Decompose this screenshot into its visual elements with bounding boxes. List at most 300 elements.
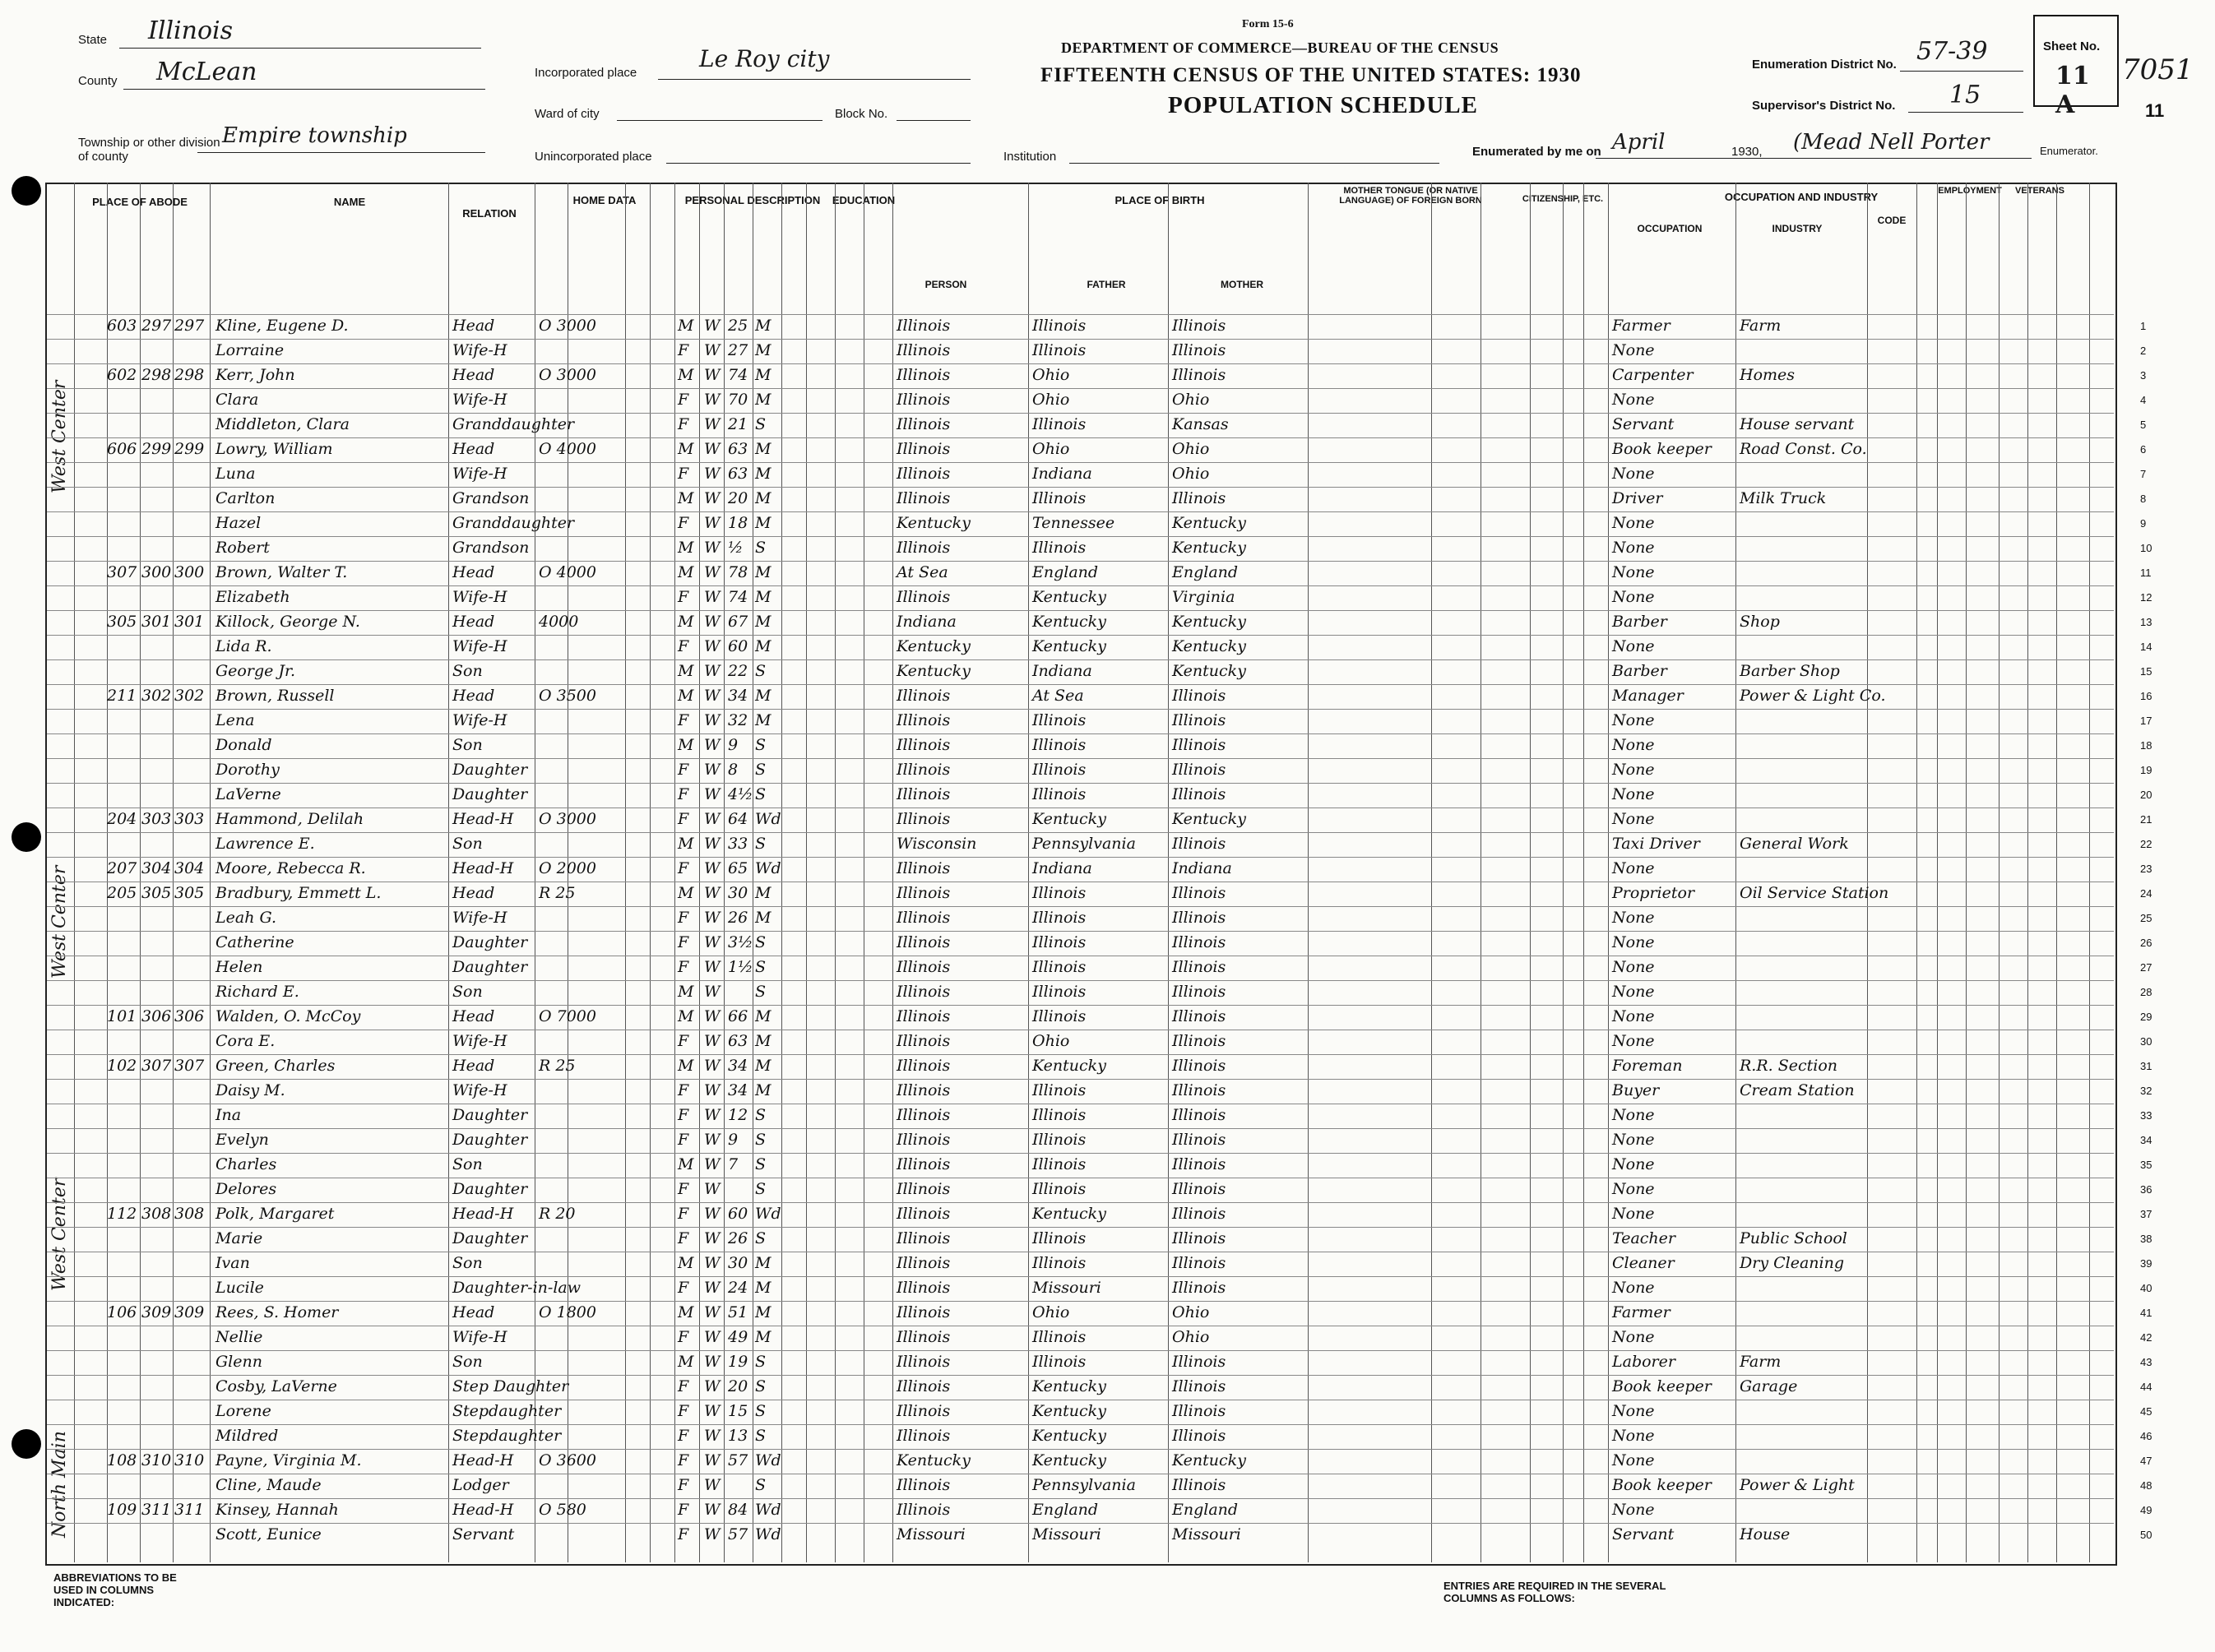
street-north-main: North Main (49, 1431, 70, 1538)
cell-rel: Daughter (452, 958, 528, 976)
cell-mother: Illinois (1172, 1476, 1226, 1494)
cell-race: W (704, 933, 721, 951)
cell-age: 60 (728, 1205, 748, 1223)
row-number: 38 (2140, 1233, 2152, 1245)
cell-age: 21 (728, 415, 748, 433)
cell-rel: Head-H (452, 810, 514, 828)
table-row (47, 857, 2152, 882)
cell-mother: Missouri (1172, 1525, 1241, 1543)
cell-name: Hazel (215, 514, 262, 532)
cell-occ: None (1612, 909, 1655, 927)
cell-sex: M (678, 1007, 694, 1025)
cell-sex: M (678, 1353, 694, 1371)
cell-race: W (704, 539, 721, 557)
cell-race: W (704, 835, 721, 853)
cell-house: 106 (107, 1303, 137, 1321)
cell-mother: Illinois (1172, 933, 1226, 951)
cell-race: W (704, 1501, 721, 1519)
cell-ind: House (1740, 1525, 1791, 1543)
cell-father: Illinois (1032, 711, 1087, 729)
cell-father: Missouri (1032, 1279, 1101, 1297)
cell-home: O 7000 (539, 1007, 596, 1025)
cell-occ: Cleaner (1612, 1254, 1675, 1272)
row-number: 27 (2140, 961, 2152, 974)
sheet-value: 11 A (2055, 62, 2090, 119)
cell-ind: Cream Station (1740, 1081, 1855, 1099)
cell-mother: Illinois (1172, 1377, 1226, 1395)
cell-birth: Illinois (897, 1476, 951, 1494)
row-number: 49 (2140, 1504, 2152, 1516)
cell-name: Kline, Eugene D. (215, 317, 349, 335)
cell-sex: M (678, 613, 694, 631)
cell-age: 9 (728, 736, 739, 754)
cell-race: W (704, 1180, 721, 1198)
cell-birth: Illinois (897, 1427, 951, 1445)
cell-age: 20 (728, 1377, 748, 1395)
cell-name: Delores (215, 1180, 277, 1198)
header-person: PERSON (924, 279, 967, 290)
cell-father: Ohio (1032, 391, 1070, 409)
cell-occ: None (1612, 736, 1655, 754)
table-row (47, 1424, 2152, 1450)
cell-mother: Illinois (1172, 1131, 1226, 1149)
cell-rel: Step Daughter (452, 1377, 569, 1395)
cell-name: Catherine (215, 933, 294, 951)
cell-sex: M (678, 983, 694, 1001)
cell-fam: 308 (174, 1205, 205, 1223)
cell-mother: Illinois (1172, 687, 1226, 705)
cell-occ: None (1612, 1451, 1655, 1469)
cell-occ: None (1612, 1032, 1655, 1050)
cell-race: W (704, 514, 721, 532)
cell-father: Kentucky (1032, 1427, 1106, 1445)
cell-mother: Illinois (1172, 1353, 1226, 1371)
cell-mother: Ohio (1172, 1328, 1210, 1346)
cell-age: 66 (728, 1007, 748, 1025)
cell-name: Marie (215, 1229, 263, 1247)
cell-race: W (704, 613, 721, 631)
cell-name: Evelyn (215, 1131, 269, 1149)
cell-sex: M (678, 366, 694, 384)
row-number: 26 (2140, 937, 2152, 949)
cell-birth: Illinois (897, 588, 951, 606)
table-row (47, 931, 2152, 956)
cell-home: R 25 (539, 884, 576, 902)
cell-name: Donald (215, 736, 272, 754)
table-row (47, 462, 2147, 488)
cell-sex: F (678, 588, 689, 606)
cell-ms: M (755, 317, 772, 335)
cell-name: Rees, S. Homer (215, 1303, 339, 1321)
cell-occ: None (1612, 1007, 1655, 1025)
cell-ms: Wd (755, 1525, 781, 1543)
cell-name: Carlton (215, 489, 276, 507)
cell-mother: Illinois (1172, 711, 1226, 729)
row-number: 36 (2140, 1183, 2152, 1196)
cell-rel: Head (452, 613, 495, 631)
cell-race: W (704, 366, 721, 384)
cell-ind: Power & Light (1740, 1476, 1855, 1494)
cell-rel: Head (452, 1057, 495, 1075)
cell-ind: Dry Cleaning (1740, 1254, 1844, 1272)
cell-house: 112 (107, 1205, 137, 1223)
cell-age: 22 (728, 662, 748, 680)
cell-sex: F (678, 1279, 689, 1297)
row-number: 31 (2140, 1060, 2152, 1072)
cell-father: Illinois (1032, 983, 1087, 1001)
cell-father: Illinois (1032, 909, 1087, 927)
row-number: 47 (2140, 1455, 2152, 1467)
row-number: 10 (2140, 542, 2152, 554)
cell-sex: F (678, 1476, 689, 1494)
incorporated-value: Le Roy city (699, 45, 830, 72)
cell-race: W (704, 761, 721, 779)
cell-ind: Shop (1740, 613, 1780, 631)
cell-name: Walden, O. McCoy (215, 1007, 361, 1025)
cell-sex: F (678, 637, 689, 655)
cell-rel: Head (452, 366, 495, 384)
group-veterans: VETERANS (2015, 186, 2064, 196)
table-row (47, 906, 2152, 932)
cell-father: Illinois (1032, 1328, 1087, 1346)
cell-house: 204 (107, 810, 137, 828)
table-row (47, 1227, 2152, 1252)
cell-sex: F (678, 810, 689, 828)
cell-occ: Driver (1612, 489, 1663, 507)
cell-fam: 307 (174, 1057, 205, 1075)
cell-home: O 2000 (539, 859, 596, 877)
group-personal: PERSONAL DESCRIPTION (684, 194, 821, 206)
row-number: 2 (2140, 345, 2147, 357)
cell-race: W (704, 736, 721, 754)
cell-mother: Illinois (1172, 489, 1226, 507)
cell-age: 63 (728, 1032, 748, 1050)
cell-mother: Illinois (1172, 1007, 1226, 1025)
cell-father: Illinois (1032, 785, 1087, 803)
cell-sex: M (678, 687, 694, 705)
cell-house: 101 (107, 1007, 137, 1025)
cell-father: Illinois (1032, 884, 1087, 902)
cell-occ: None (1612, 1402, 1655, 1420)
cell-rel: Head (452, 1303, 495, 1321)
table-row (47, 1498, 2152, 1524)
cell-rel: Lodger (452, 1476, 509, 1494)
cell-rel: Wife-H (452, 341, 507, 359)
cell-race: W (704, 662, 721, 680)
cell-dw: 307 (141, 1057, 172, 1075)
cell-father: Tennessee (1032, 514, 1115, 532)
cell-name: Middleton, Clara (215, 415, 350, 433)
cell-occ: Barber (1612, 662, 1667, 680)
cell-father: Ohio (1032, 440, 1070, 458)
cell-dw: 300 (141, 563, 172, 581)
county-line (123, 89, 485, 90)
cell-age: 84 (728, 1501, 748, 1519)
sheet-label: Sheet No. (2043, 39, 2101, 53)
group-relation: RELATION (462, 207, 517, 220)
cell-mother: Illinois (1172, 1155, 1226, 1173)
cell-fam: 306 (174, 1007, 205, 1025)
cell-father: Illinois (1032, 1081, 1087, 1099)
row-number: 50 (2140, 1529, 2152, 1541)
sheet-box (2033, 15, 2119, 119)
cell-mother: Illinois (1172, 909, 1226, 927)
cell-mother: Illinois (1172, 1205, 1226, 1223)
row-number: 8 (2140, 493, 2147, 505)
cell-occ: Foreman (1612, 1057, 1683, 1075)
cell-age: 64 (728, 810, 748, 828)
cell-rel: Head (452, 884, 495, 902)
cell-age: 78 (728, 563, 748, 581)
table-row (47, 1104, 2152, 1129)
cell-rel: Granddaughter (452, 415, 575, 433)
cell-ms: M (755, 711, 772, 729)
cell-sex: F (678, 1427, 689, 1445)
cell-ms: S (755, 933, 767, 951)
cell-age: 65 (728, 859, 748, 877)
block-label: Block No. (835, 107, 888, 121)
cell-ms: M (755, 1254, 772, 1272)
cell-race: W (704, 391, 721, 409)
cell-ms: S (755, 1353, 767, 1371)
cell-age: 15 (728, 1402, 748, 1420)
cell-name: Nellie (215, 1328, 263, 1346)
cell-birth: Illinois (897, 1106, 951, 1124)
schedule-title: POPULATION SCHEDULE (1168, 92, 1478, 118)
cell-occ: None (1612, 761, 1655, 779)
cell-occ: None (1612, 1501, 1655, 1519)
enumerated-label: Enumerated by me on (1472, 145, 1601, 159)
cell-ind: Oil Service Station (1740, 884, 1889, 902)
cell-name: Cosby, LaVerne (215, 1377, 337, 1395)
state-label: State (78, 33, 108, 47)
street-west-center-2: West Center (49, 865, 70, 979)
cell-occ: None (1612, 1180, 1655, 1198)
cell-house: 602 (107, 366, 137, 384)
cell-mother: Illinois (1172, 1402, 1226, 1420)
cell-occ: Manager (1612, 687, 1684, 705)
cell-ms: S (755, 1180, 767, 1198)
row-number: 28 (2140, 986, 2152, 998)
cell-mother: Illinois (1172, 1081, 1226, 1099)
cell-mother: Illinois (1172, 835, 1226, 853)
cell-ms: S (755, 1131, 767, 1149)
cell-birth: Illinois (897, 1229, 951, 1247)
cell-age: 8 (728, 761, 739, 779)
cell-father: Illinois (1032, 761, 1087, 779)
cell-occ: None (1612, 465, 1655, 483)
cell-race: W (704, 317, 721, 335)
cell-ind: House servant (1740, 415, 1855, 433)
cell-age: 63 (728, 465, 748, 483)
cell-ms: M (755, 613, 772, 631)
cell-race: W (704, 1106, 721, 1124)
cell-occ: None (1612, 514, 1655, 532)
cell-sex: F (678, 1501, 689, 1519)
table-row (47, 1079, 2152, 1104)
table-row (47, 659, 2152, 685)
cell-birth: Illinois (897, 1155, 951, 1173)
cell-mother: Kentucky (1172, 1451, 1246, 1469)
cell-name: Green, Charles (215, 1057, 336, 1075)
row-number: 12 (2140, 591, 2152, 604)
cell-rel: Head-H (452, 859, 514, 877)
cell-age: 57 (728, 1525, 748, 1543)
cell-sex: M (678, 1057, 694, 1075)
cell-sex: M (678, 440, 694, 458)
cell-occ: None (1612, 810, 1655, 828)
cell-birth: Illinois (897, 1057, 951, 1075)
row-number: 7 (2140, 468, 2147, 480)
street-west-center-1: West Center (49, 380, 70, 493)
cell-rel: Head-H (452, 1501, 514, 1519)
cell-occ: Carpenter (1612, 366, 1694, 384)
cell-name: Moore, Rebecca R. (215, 859, 366, 877)
supervisor-line (1908, 112, 2023, 113)
cell-father: Illinois (1032, 1007, 1087, 1025)
cell-birth: Illinois (897, 736, 951, 754)
township-line (197, 152, 485, 153)
cell-rel: Head (452, 563, 495, 581)
row-number: 44 (2140, 1381, 2152, 1393)
enum-district-label: Enumeration District No. (1752, 58, 1897, 72)
cell-ms: M (755, 514, 772, 532)
cell-ms: M (755, 440, 772, 458)
row-number: 33 (2140, 1109, 2152, 1122)
cell-race: W (704, 563, 721, 581)
cell-ind: Barber Shop (1740, 662, 1840, 680)
cell-name: Brown, Russell (215, 687, 335, 705)
cell-house: 102 (107, 1057, 137, 1075)
cell-mother: Ohio (1172, 391, 1210, 409)
table-row (47, 1178, 2152, 1203)
cell-ind: Farm (1740, 317, 1782, 335)
cell-name: Clara (215, 391, 259, 409)
cell-ms: M (755, 1279, 772, 1297)
cell-father: Kentucky (1032, 637, 1106, 655)
cell-occ: None (1612, 1205, 1655, 1223)
cell-ind: Milk Truck (1740, 489, 1827, 507)
cell-name: Lena (215, 711, 255, 729)
cell-birth: Illinois (897, 884, 951, 902)
cell-ms: S (755, 1476, 767, 1494)
cell-occ: None (1612, 1427, 1655, 1445)
row-number: 41 (2140, 1307, 2152, 1319)
cell-name: Mildred (215, 1427, 279, 1445)
cell-occ: Barber (1612, 613, 1667, 631)
table-row (47, 1350, 2152, 1376)
cell-rel: Wife-H (452, 1328, 507, 1346)
cell-house: 606 (107, 440, 137, 458)
cell-age: 49 (728, 1328, 748, 1346)
cell-rel: Daughter (452, 1229, 528, 1247)
cell-sex: F (678, 1402, 689, 1420)
cell-father: Indiana (1032, 465, 1092, 483)
cell-occ: None (1612, 958, 1655, 976)
cell-father: Illinois (1032, 539, 1087, 557)
township-label: Township or other division of county (78, 136, 220, 164)
cell-age: 1½ (728, 958, 753, 976)
cell-race: W (704, 1131, 721, 1149)
row-number: 11 (2140, 567, 2152, 579)
cell-father: Illinois (1032, 1254, 1087, 1272)
cell-sex: F (678, 785, 689, 803)
cell-ms: S (755, 1402, 767, 1420)
cell-rel: Stepdaughter (452, 1402, 562, 1420)
cell-father: Illinois (1032, 1131, 1087, 1149)
cell-race: W (704, 983, 721, 1001)
group-name: NAME (333, 196, 366, 208)
row-number: 13 (2140, 616, 2152, 628)
cell-ind: Farm (1740, 1353, 1782, 1371)
table-row (47, 709, 2152, 734)
group-home: HOME DATA (572, 194, 637, 206)
table-row (47, 1326, 2152, 1351)
cell-occ: None (1612, 341, 1655, 359)
cell-age: 25 (728, 317, 748, 335)
cell-birth: Illinois (897, 859, 951, 877)
row-number: 16 (2140, 690, 2152, 702)
cell-race: W (704, 1205, 721, 1223)
row-number: 17 (2140, 715, 2152, 727)
cell-rel: Son (452, 736, 483, 754)
row-number: 1 (2140, 320, 2147, 332)
cell-mother: Kentucky (1172, 514, 1246, 532)
cell-home: O 4000 (539, 440, 596, 458)
cell-rel: Wife-H (452, 1081, 507, 1099)
cell-race: W (704, 1007, 721, 1025)
cell-ms: Wd (755, 1501, 781, 1519)
cell-age: 30 (728, 1254, 748, 1272)
enumerator-name: (Mead Nell Porter (1793, 130, 1990, 155)
cell-race: W (704, 1032, 721, 1050)
cell-name: LaVerne (215, 785, 281, 803)
cell-birth: Illinois (897, 1353, 951, 1371)
cell-name: Daisy M. (215, 1081, 285, 1099)
header-code: CODE (1877, 215, 1907, 226)
cell-sex: M (678, 1303, 694, 1321)
cell-ind: Public School (1740, 1229, 1847, 1247)
cell-name: Polk, Margaret (215, 1205, 335, 1223)
county-label: County (78, 74, 118, 88)
cell-age: 24 (728, 1279, 748, 1297)
cell-ms: Wd (755, 1205, 781, 1223)
group-employment: EMPLOYMENT (1938, 186, 2002, 196)
table-row (47, 1153, 2152, 1178)
cell-occ: Buyer (1612, 1081, 1660, 1099)
cell-rel: Head-H (452, 1205, 514, 1223)
table-row (47, 807, 2152, 833)
cell-father: Ohio (1032, 1303, 1070, 1321)
cell-mother: Illinois (1172, 1032, 1226, 1050)
cell-race: W (704, 588, 721, 606)
table-row (47, 413, 2147, 438)
cell-sex: F (678, 1525, 689, 1543)
row-number: 35 (2140, 1159, 2152, 1171)
cell-sex: F (678, 933, 689, 951)
cell-age: 12 (728, 1106, 748, 1124)
cell-age: 57 (728, 1451, 748, 1469)
table-row (47, 363, 2147, 389)
cell-race: W (704, 1254, 721, 1272)
cell-ms: M (755, 391, 772, 409)
cell-name: George Jr. (215, 662, 296, 680)
table-row (47, 487, 2147, 512)
cell-race: W (704, 1328, 721, 1346)
cell-name: Elizabeth (215, 588, 290, 606)
cell-age: 30 (728, 884, 748, 902)
cell-age: 67 (728, 613, 748, 631)
